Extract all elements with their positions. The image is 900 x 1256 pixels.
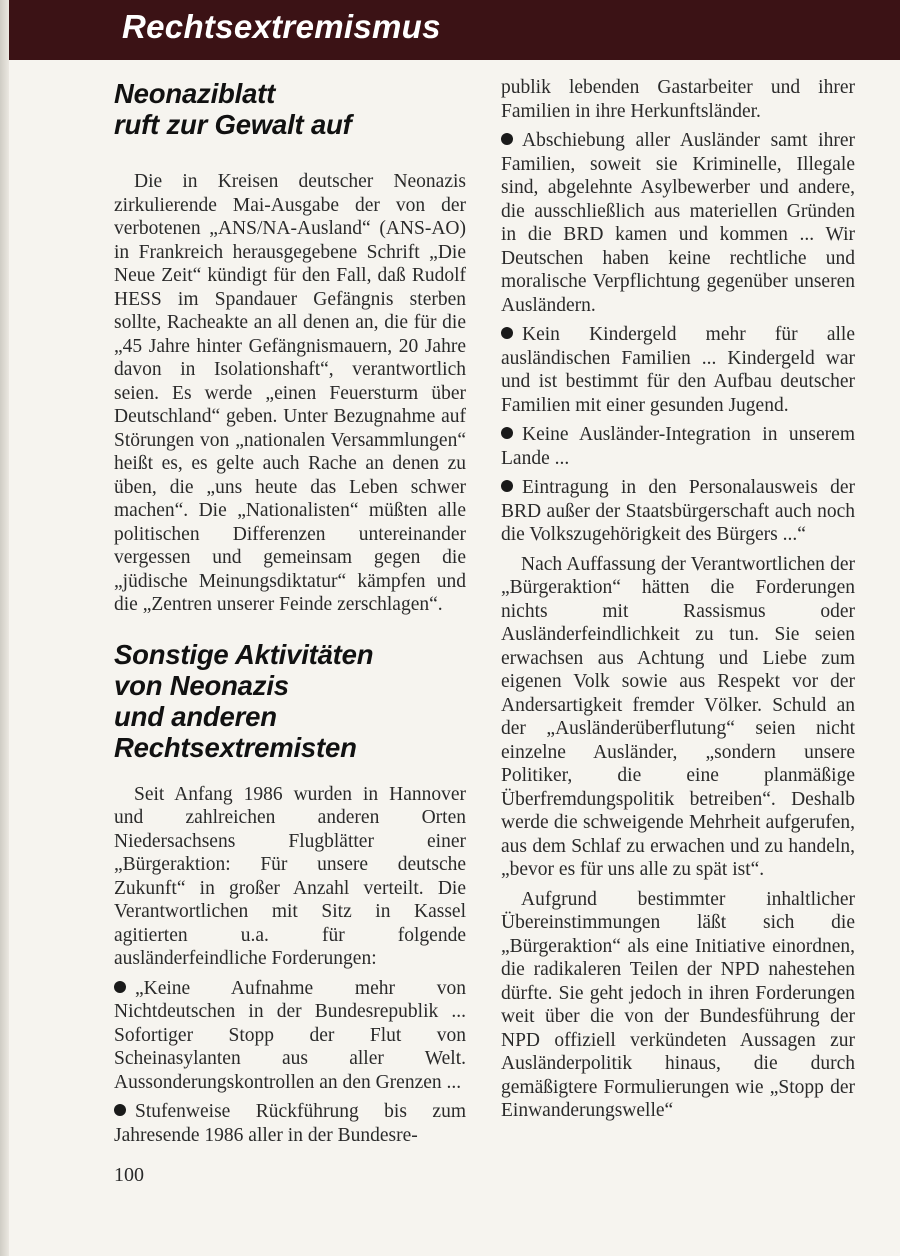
paragraph-aufgrund: Aufgrund bestimmter inhaltlicher Übereinstimmungen läßt sich die „Bürgeraktion“ als eine Initiative einordnen, die radikaleren Teilen der NPD nahestehen dürfte. Sie geht jedoch in ihren Forderungen weit über die von der Bundesführung der NPD offiziell verkündeten Aussagen zur Ausländerpolitik hinaus, die durch gemäßigtere Formulierungen wie „Stopp der Einwanderungswelle“ (501, 888, 855, 1121)
bullet-icon (114, 1104, 126, 1116)
page-number: 100 (114, 1164, 144, 1186)
bullet-item (501, 476, 855, 547)
bullet-icon (501, 427, 513, 439)
section-title: Rechtsextremismus (122, 8, 441, 45)
left-column (114, 78, 466, 1153)
heading-neonaziblatt (114, 78, 466, 140)
page-edge-shadow (0, 0, 9, 1256)
heading-line: ruft zur Gewalt auf (114, 109, 352, 140)
bullet-text: Stufenweise Rückführung bis zum Jahresende 1986 aller in der Bundesre- (114, 1101, 466, 1146)
bullet-text: „Keine Aufnahme mehr von Nichtdeutschen in der Bundesrepublik ... Sofortiger Stopp der Flut von Scheinasylanten aus aller Welt. Aussonderungskontrollen an den Grenzen ... (114, 977, 466, 1093)
paragraph-continuation: publik lebenden Gastarbeiter und ihrer Familien in ihre Herkunftsländer. (501, 77, 855, 122)
heading-line: und anderen (114, 700, 277, 732)
bullet-item (501, 323, 855, 417)
paragraph-buergeraktion-intro: Seit Anfang 1986 wurden in Hannover und zahlreichen anderen Orten Niedersachsens Flugblätter einer „Bürgeraktion: Für unsere deutsche Zukunft“ in großer Anzahl verteilt. Die Verantwortlichen mit Sitz in Kassel agitierten u.a. für folgende ausländerfeindliche Forderungen: (114, 783, 466, 969)
paragraph-neonaziblatt: Die in Kreisen deutscher Neonazis zirkulierende Mai-Ausgabe der von der verbotenen „ANS/NA-Ausland“ (ANS-AO) in Frankreich herausgegebene Schrift „Die Neue Zeit“ kündigt für den Fall, daß Rudolf HESS im Spandauer Gefängnis sterben sollte, Racheakte an all denen an, die für die „45 Jahre hinter Gefängnismauern, 20 Jahre davon in Isolationshaft“, verantwortlich seien. Es werde „einen Feuersturm über Deutschland“ geben. Unter Bezugnahme auf Störungen von „nationalen Versammlungen“ heißt es, es gelte auch Rache an denen zu üben, die „uns heute das Leben schwer machen“. Die „Nationalisten“ müßten alle politischen Differenzen untereinander vergessen und gemeinsam gegen die „jüdische Meinungsdiktatur“ kämpfen und die „Zentren unserer Feinde zerschlagen“. (114, 171, 466, 615)
header-bar (9, 0, 900, 60)
bullet-text: Abschiebung aller Ausländer samt ihrer Familien, soweit sie Kriminelle, Illegale sind, abgelehnte Asylbewerber und andere, die ausschließlich aus materiellen Gründen in die BRD kamen und kommen ... Wir Deutschen haben keine rechtliche und moralische Verpflichtung gegenüber unseren Ausländern. (501, 130, 855, 316)
heading-line: Sonstige Aktivitäten (114, 638, 374, 670)
bullet-item (114, 1100, 466, 1147)
heading-line: von Neonazis (114, 669, 289, 701)
bullet-item (501, 129, 855, 317)
heading-line: Rechtsextremisten (114, 731, 357, 763)
bullet-text: Keine Ausländer-Integration in unserem Lande ... (501, 424, 855, 469)
bullet-icon (501, 133, 513, 145)
bullet-icon (501, 327, 513, 339)
heading-line: Neonaziblatt (114, 78, 276, 109)
bullet-item (501, 423, 855, 470)
bullet-item (114, 977, 466, 1095)
bullet-text: Eintragung in den Personalausweis der BRD außer der Staatsbürgerschaft auch noch die Volkszugehörigkeit des Bürgers ...“ (501, 477, 855, 545)
bullet-icon (501, 480, 513, 492)
paragraph-auffassung: Nach Auffassung der Verantwortlichen der „Bürgeraktion“ hätten die Forderungen nichts mit Rassismus oder Ausländerfeindlichkeit zu tun. Sie seien erwachsen aus Achtung und Liebe zum eigenen Volk sowie aus Respekt vor der Andersartigkeit fremder Völker. Schuld an der „Ausländerüberflutung“ seien nicht einzelne Ausländer, „sondern unsere Politiker, die eine planmäßige Überfremdungspolitik betreiben“. Deshalb werde die schweigende Mehrheit aufgerufen, aus dem Schlaf zu erwachen und zu handeln, „bevor es für uns alle zu spät ist“. (501, 553, 855, 880)
bullet-icon (114, 981, 126, 993)
right-column (501, 76, 855, 1129)
bullet-text: Kein Kindergeld mehr für alle ausländischen Familien ... Kindergeld war und ist bestimmt für den Aufbau deutscher Familien mit einer gesunden Jugend. (501, 324, 855, 416)
heading-sonstige-aktivitaeten (114, 639, 466, 763)
